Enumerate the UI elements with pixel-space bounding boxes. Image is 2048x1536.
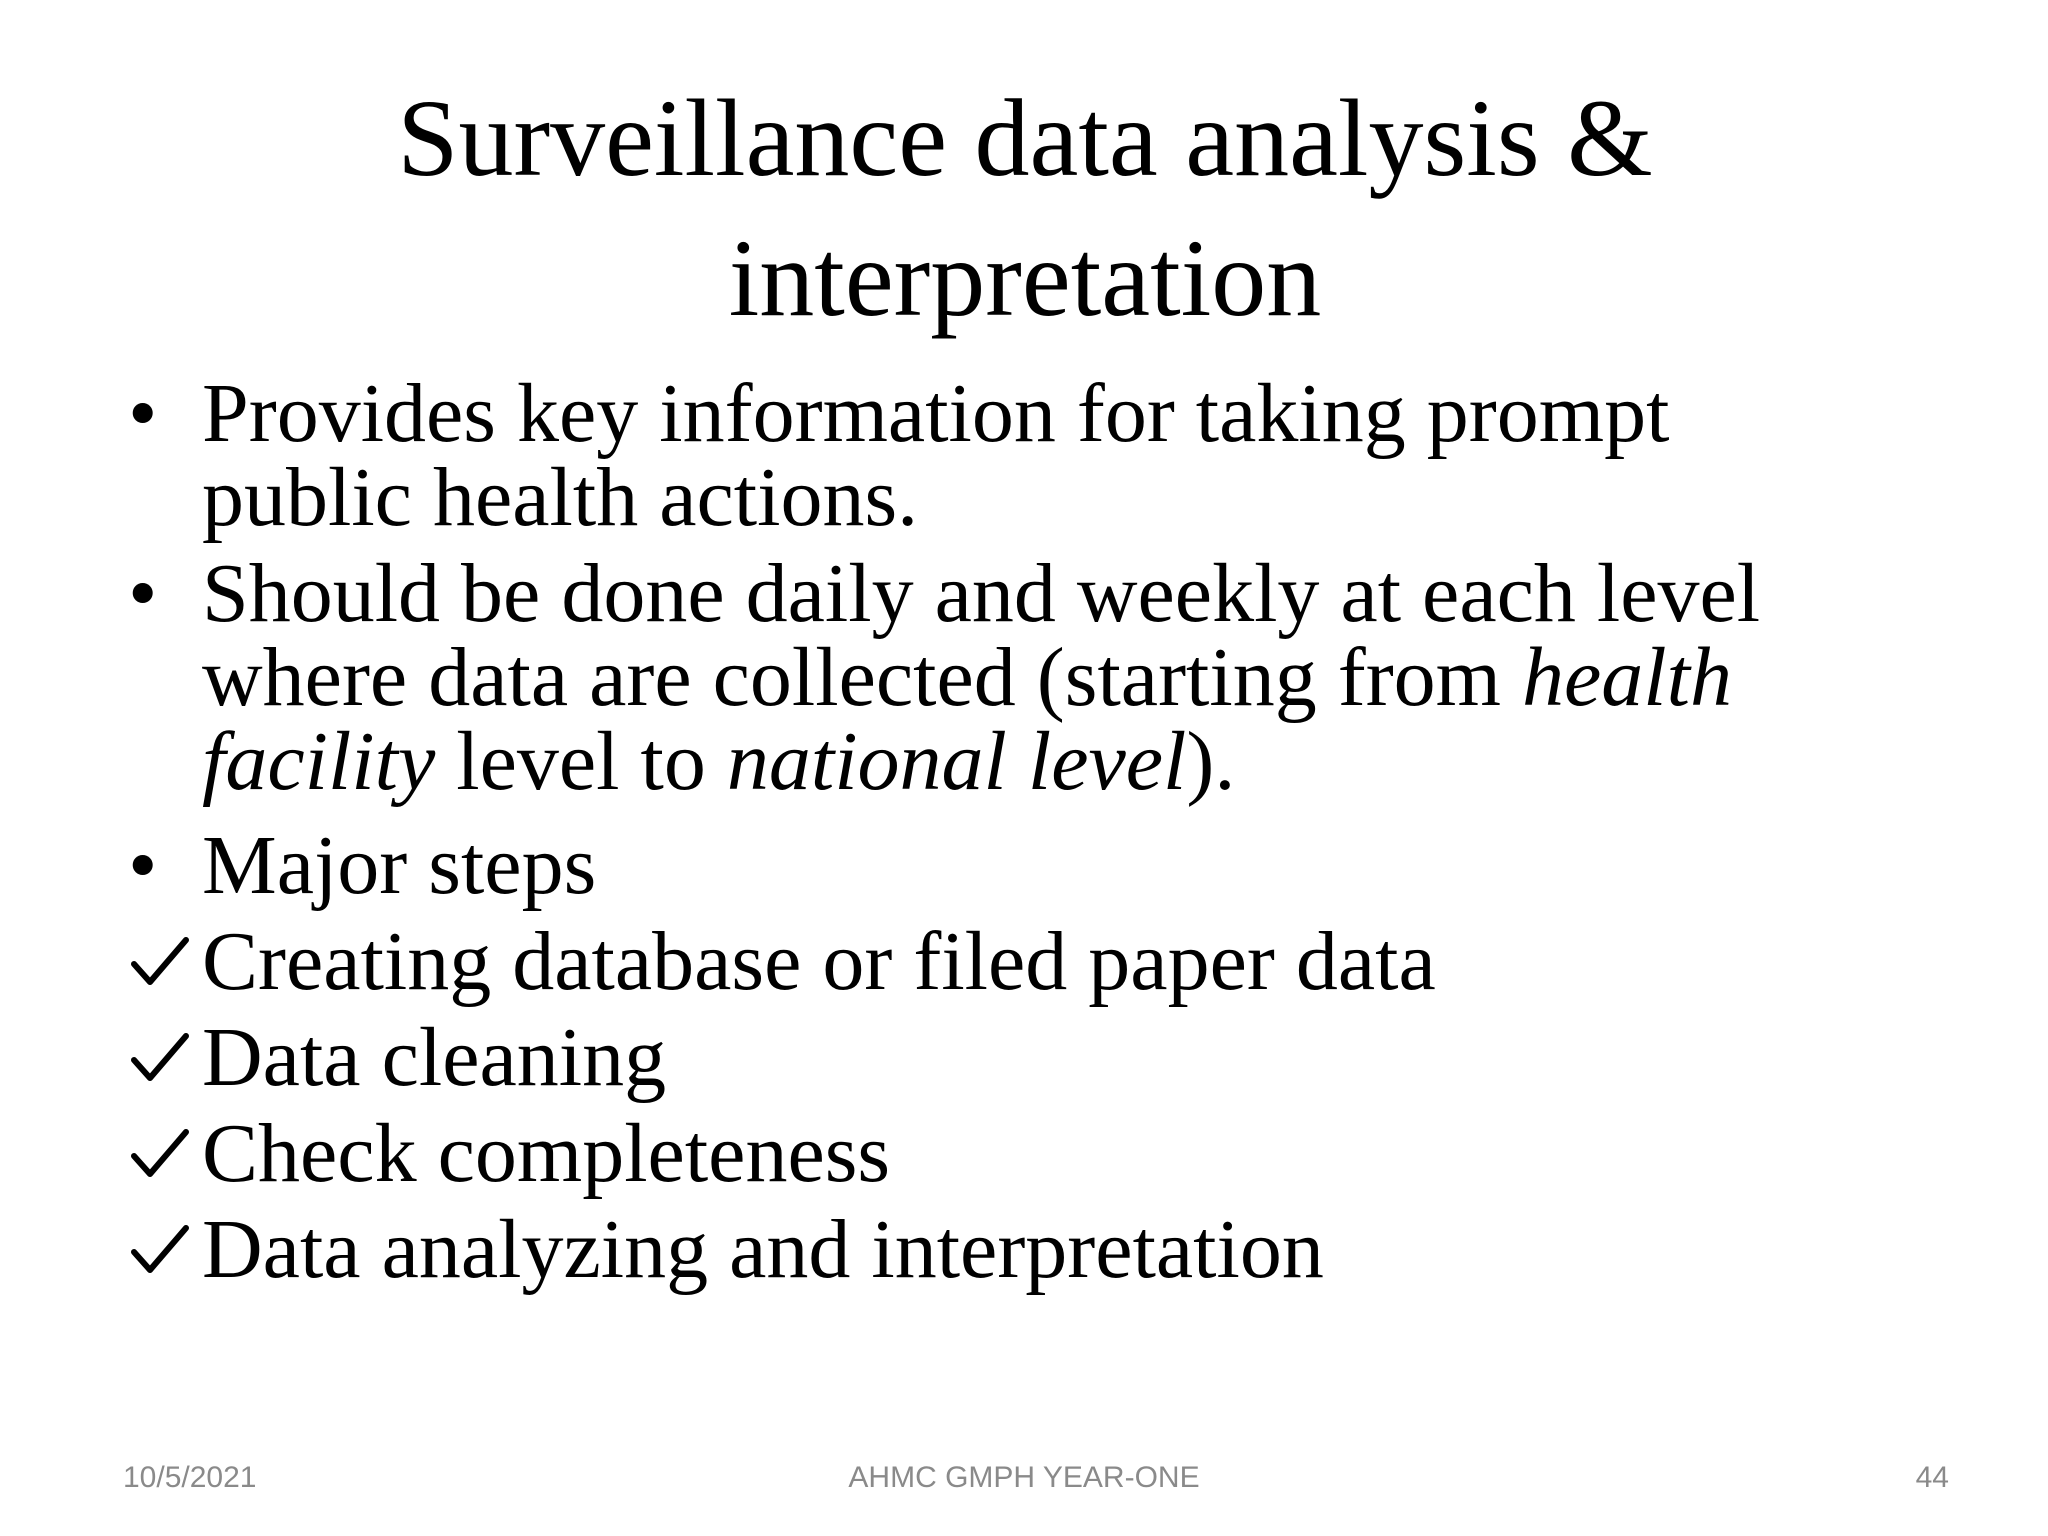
bullet-text-segment: ). [1186, 715, 1236, 808]
checkmark-icon [128, 930, 192, 994]
checklist-text: Data cleaning [202, 1011, 667, 1104]
checkmark-icon [128, 1218, 192, 1282]
footer-center-text: AHMC GMPH YEAR-ONE [848, 1461, 1200, 1494]
checklist-text: Data analyzing and interpretation [202, 1203, 1324, 1296]
slide-title-line-1: Surveillance data analysis & [397, 77, 1653, 199]
bullet-text [202, 547, 1902, 808]
bullet-dot-icon: • [128, 367, 158, 460]
bullet-text [202, 819, 1902, 912]
bullet-text-line: Provides key information for taking prompt [202, 367, 1670, 460]
bullet-dot-icon: • [128, 547, 158, 640]
checklist-text: Check completeness [202, 1107, 891, 1200]
bullet-text-line: public health actions. [202, 451, 919, 544]
checkmark-icon [128, 1122, 192, 1186]
checklist-text: Creating database or filed paper data [202, 915, 1436, 1008]
bullet-italic-text: national level [726, 715, 1187, 808]
footer-date: 10/5/2021 [123, 1461, 257, 1494]
bullet-text-segment: level to [435, 715, 727, 808]
bullet-text-line [202, 631, 1902, 724]
bullet-text [202, 367, 1902, 544]
bullet-text-line: Should be done daily and weekly at each level [202, 547, 1761, 640]
bullet-text-line [202, 715, 1902, 808]
slide-title-line-2: interpretation [728, 217, 1322, 339]
bullet-italic-text: facility [202, 715, 436, 808]
bullet-italic-text: health [1522, 631, 1732, 724]
bullet-text-line: Major steps [202, 819, 597, 912]
footer-page-number: 44 [1915, 1461, 1949, 1494]
checkmark-icon [128, 1026, 192, 1090]
bullet-dot-icon: • [128, 819, 158, 912]
bullet-text-segment: where data are collected (starting from [202, 631, 1523, 724]
